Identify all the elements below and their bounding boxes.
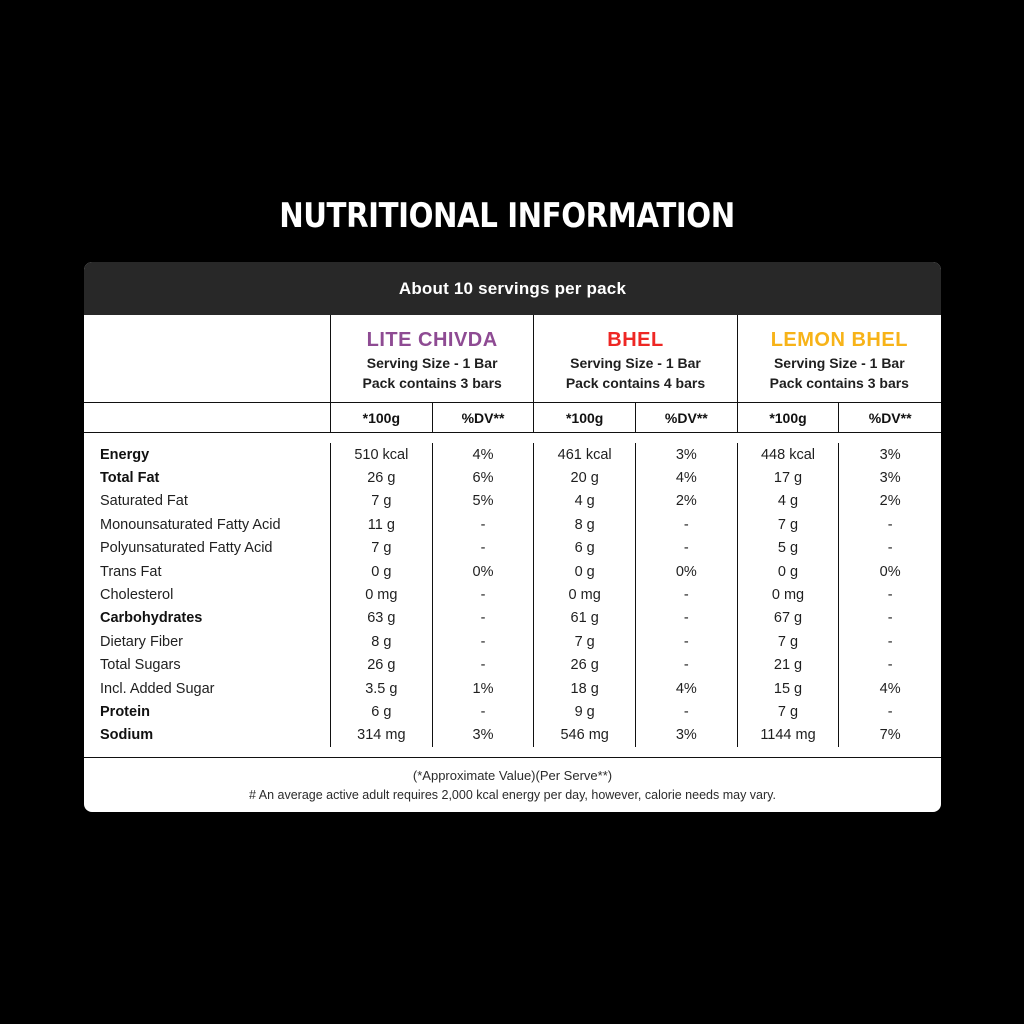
table-cell: -: [887, 703, 893, 720]
product-name-bhel: BHEL: [607, 328, 664, 351]
row-label-sodium: Sodium: [84, 724, 331, 747]
page-title: NUTRITIONAL INFORMATION: [279, 196, 735, 236]
table-cell: 21 g: [738, 654, 840, 677]
product-name-lite-chivda: LITE CHIVDA: [366, 328, 498, 351]
product-header-lemon-bhel: [738, 315, 941, 402]
table-cell: 3%: [636, 724, 738, 747]
product-header-lite-chivda: [331, 315, 534, 402]
table-cell: 314 mg: [331, 724, 433, 747]
table-cell: -: [433, 513, 535, 536]
row-label-polyunsaturated-fatty-acid: Polyunsaturated Fatty Acid: [84, 537, 331, 560]
table-cell: 0 mg: [331, 583, 433, 606]
row-label-carbohydrates: Carbohydrates: [84, 607, 331, 630]
column-header-spacer: [84, 403, 331, 432]
table-cell: -: [636, 583, 738, 606]
table-cell: 7 g: [738, 513, 840, 536]
table-cell: -: [636, 700, 738, 723]
table-cell: 5 g: [738, 537, 840, 560]
table-cell: 448 kcal: [738, 443, 840, 466]
serving-size-lemon-bhel: Serving Size - 1 Bar: [773, 354, 905, 371]
table-cell: 17 g: [738, 466, 840, 489]
table-cell: 6 g: [331, 700, 433, 723]
table-cell: -: [636, 630, 738, 653]
table-cell: 546 mg: [534, 724, 636, 747]
table-cell: 8 g: [534, 513, 636, 536]
table-cell: -: [887, 587, 893, 604]
table-cell: 0%: [879, 563, 901, 580]
table-cell: 1%: [433, 677, 535, 700]
table-cell: 3%: [636, 443, 738, 466]
table-cell: -: [887, 610, 893, 627]
table-cell: -: [887, 657, 893, 674]
table-cell: 8 g: [331, 630, 433, 653]
table-cell: 4 g: [534, 490, 636, 513]
table-cell: 0%: [433, 560, 535, 583]
table-cell: -: [887, 540, 893, 557]
column-header-amount-3: *100g: [738, 403, 840, 432]
row-label-incl-added-sugar: Incl. Added Sugar: [84, 677, 331, 700]
table-cell: 6%: [433, 466, 535, 489]
table-cell: 2%: [879, 493, 901, 510]
column-header-dv-3: %DV**: [868, 409, 912, 426]
table-cell: -: [433, 700, 535, 723]
row-label-total-fat: Total Fat: [84, 466, 331, 489]
servings-header-text: About 10 servings per pack: [398, 278, 627, 298]
pack-contains-lemon-bhel: Pack contains 3 bars: [769, 375, 909, 391]
table-cell: -: [433, 583, 535, 606]
table-cell: 4%: [433, 443, 535, 466]
table-cell: 6 g: [534, 537, 636, 560]
table-cell: 0 mg: [534, 583, 636, 606]
table-cell: 510 kcal: [331, 443, 433, 466]
table-cell: -: [433, 630, 535, 653]
table-cell: 0 g: [738, 560, 840, 583]
table-cell: 7 g: [738, 700, 840, 723]
table-cell: 0%: [636, 560, 738, 583]
table-cell: 3%: [433, 724, 535, 747]
table-cell: 26 g: [331, 654, 433, 677]
table-cell: 11 g: [331, 513, 433, 536]
table-cell: -: [433, 537, 535, 560]
table-cell: -: [636, 654, 738, 677]
table-cell: 3.5 g: [331, 677, 433, 700]
table-cell: -: [636, 513, 738, 536]
table-cell: 61 g: [534, 607, 636, 630]
table-footnotes: [84, 757, 941, 812]
column-header-amount-2: *100g: [534, 403, 636, 432]
table-cell: 7 g: [534, 630, 636, 653]
table-cell: 26 g: [534, 654, 636, 677]
table-cell: -: [887, 516, 893, 533]
serving-size-lite-chivda: Serving Size - 1 Bar: [366, 354, 498, 371]
table-cell: 63 g: [331, 607, 433, 630]
table-cell: 4%: [879, 680, 901, 697]
column-header-dv-1: %DV**: [433, 403, 535, 432]
column-header-row: [84, 403, 941, 433]
footnote-daily-calorie-note: # An average active adult requires 2,000 kcal energy per day, however, calorie needs may vary.: [249, 788, 776, 802]
row-label-saturated-fat: Saturated Fat: [84, 490, 331, 513]
table-cell: 7 g: [331, 537, 433, 560]
row-label-trans-fat: Trans Fat: [84, 560, 331, 583]
table-cell: 0 g: [534, 560, 636, 583]
table-cell: 4%: [636, 677, 738, 700]
row-label-total-sugars: Total Sugars: [84, 654, 331, 677]
row-label-protein: Protein: [84, 700, 331, 723]
servings-header-bar: [84, 262, 941, 315]
table-cell: -: [433, 654, 535, 677]
table-cell: 1144 mg: [738, 724, 840, 747]
footnote-approximate-value: (*Approximate Value)(Per Serve**): [412, 768, 613, 783]
table-cell: 7 g: [738, 630, 840, 653]
table-cell: 20 g: [534, 466, 636, 489]
pack-contains-lite-chivda: Pack contains 3 bars: [362, 375, 502, 391]
table-cell: -: [636, 607, 738, 630]
row-label-dietary-fiber: Dietary Fiber: [84, 630, 331, 653]
row-label-energy: Energy: [84, 443, 331, 466]
table-cell: 4 g: [738, 490, 840, 513]
row-label-cholesterol: Cholesterol: [84, 583, 331, 606]
nutrition-table-card: [84, 262, 941, 812]
serving-size-bhel: Serving Size - 1 Bar: [570, 354, 701, 371]
table-cell: 67 g: [738, 607, 840, 630]
table-cell: 7 g: [331, 490, 433, 513]
column-header-dv-2: %DV**: [636, 403, 738, 432]
table-cell: -: [887, 633, 893, 650]
table-cell: 0 mg: [738, 583, 840, 606]
table-cell: 7%: [879, 727, 901, 744]
table-cell: 26 g: [331, 466, 433, 489]
table-cell: 3%: [879, 470, 901, 487]
product-header-row: [84, 315, 941, 403]
table-cell: 9 g: [534, 700, 636, 723]
pack-contains-bhel: Pack contains 4 bars: [565, 375, 706, 391]
table-cell: 18 g: [534, 677, 636, 700]
table-cell: 15 g: [738, 677, 840, 700]
label-column-spacer: [84, 315, 331, 402]
table-cell: 2%: [636, 490, 738, 513]
table-cell: 461 kcal: [534, 443, 636, 466]
row-label-monounsaturated-fatty-acid: Monounsaturated Fatty Acid: [84, 513, 331, 536]
table-cell: 0 g: [331, 560, 433, 583]
table-cell: 4%: [636, 466, 738, 489]
column-header-amount-1: *100g: [331, 403, 433, 432]
table-cell: 5%: [433, 490, 535, 513]
product-header-bhel: [534, 315, 737, 402]
product-name-lemon-bhel: LEMON BHEL: [770, 328, 908, 351]
table-cell: -: [636, 537, 738, 560]
nutrition-data-grid: [84, 433, 941, 757]
table-cell: -: [433, 607, 535, 630]
table-cell: 3%: [879, 446, 901, 463]
